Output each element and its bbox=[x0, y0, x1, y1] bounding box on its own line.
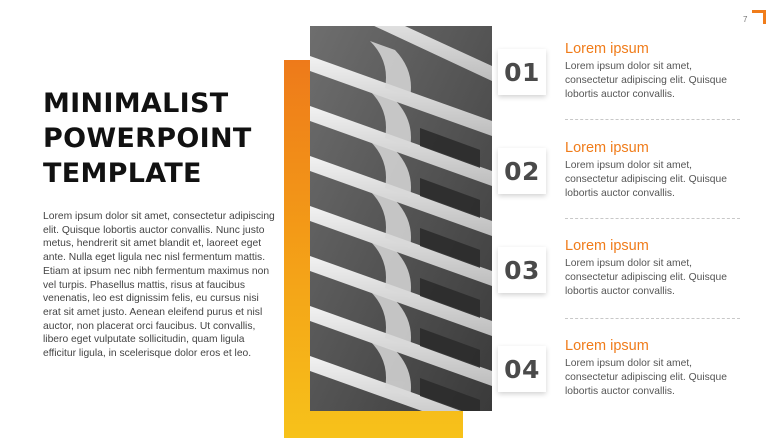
item-text-02: Lorem ipsum dolor sit amet, consectetur adipiscing elit. Quisque lobortis auctor convallis. bbox=[565, 160, 727, 200]
item-text-04: Lorem ipsum dolor sit amet, consectetur adipiscing elit. Quisque lobortis auctor convallis. bbox=[565, 358, 727, 398]
number-label: 02 bbox=[504, 156, 540, 186]
item-heading-01: Lorem ipsum bbox=[565, 41, 649, 57]
number-box-01 bbox=[498, 49, 546, 95]
body-paragraph: Lorem ipsum dolor sit amet, consectetur adipiscing elit. Quisque lobortis auctor convallis. Nunc justo metus, hendrerit sit amet blandit et, laoreet eget ante. Nulla eget ligula nec nisl fermentum mattis. Etiam at ipsum nec nibh fermentum maximus non vel turpis. Phasellus mattis, risus at faucibus venenatis, leo est dignissim felis, eu cursus nisi erat sit amet justo. Aenean eleifend purus et nisl auctor, non placerat orci faucibus. Ut convallis, libero eget vulputate sollicitudin, quam ligula efficitur ligula, in scelerisque dolor eros et leo. bbox=[43, 211, 275, 360]
item-text-01: Lorem ipsum dolor sit amet, consectetur adipiscing elit. Quisque lobortis auctor convallis. bbox=[565, 61, 727, 101]
corner-accent-icon bbox=[752, 10, 766, 24]
number-label: 03 bbox=[504, 255, 540, 285]
item-text-03: Lorem ipsum dolor sit amet, consectetur adipiscing elit. Quisque lobortis auctor convallis. bbox=[565, 258, 727, 298]
divider-line bbox=[565, 218, 740, 219]
item-heading-04: Lorem ipsum bbox=[565, 338, 649, 354]
building-facade-photo bbox=[310, 26, 492, 411]
divider-line bbox=[565, 318, 740, 319]
slide-title: MINIMALIST POWERPOINT TEMPLATE bbox=[43, 88, 252, 189]
number-label: 01 bbox=[504, 57, 540, 87]
number-box-02 bbox=[498, 148, 546, 194]
item-heading-03: Lorem ipsum bbox=[565, 238, 649, 254]
page-number: 7 bbox=[743, 15, 748, 24]
number-box-03 bbox=[498, 247, 546, 293]
divider-line bbox=[565, 119, 740, 120]
number-label: 04 bbox=[504, 354, 540, 384]
item-heading-02: Lorem ipsum bbox=[565, 140, 649, 156]
number-box-04 bbox=[498, 346, 546, 392]
